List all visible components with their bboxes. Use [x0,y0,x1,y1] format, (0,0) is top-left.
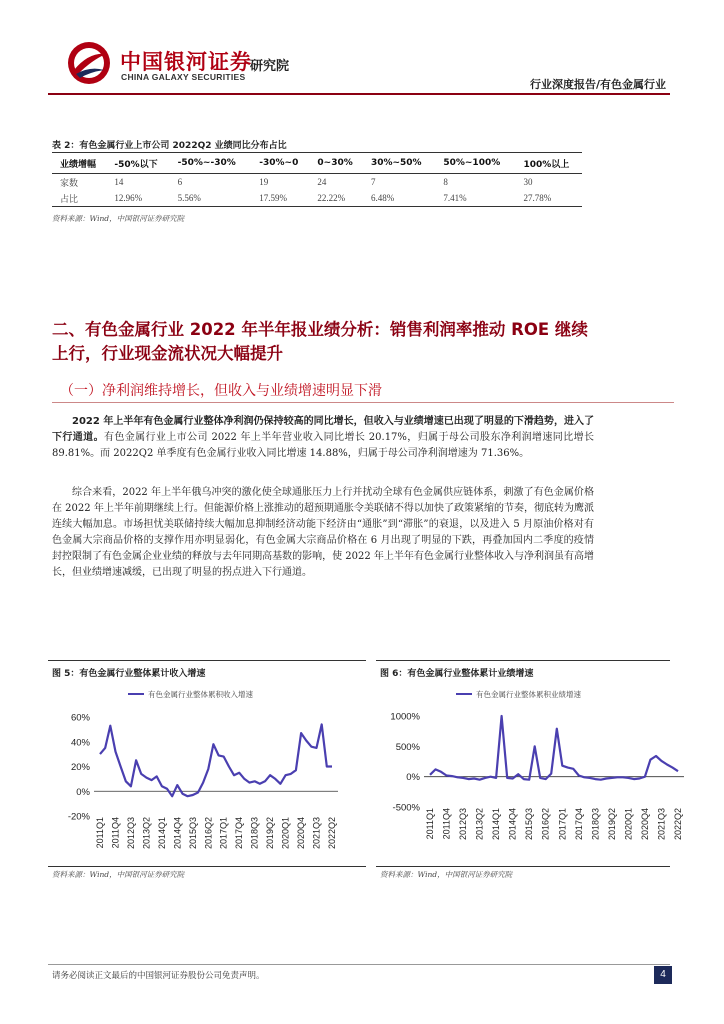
figure-5-source-note: 资料来源：Wind，中国银河证券研究院 [52,870,185,879]
y-tick-label: 40% [70,737,90,749]
footer-divider [48,964,670,965]
x-tick-label: 2019Q2 [606,808,617,841]
table-header-cell: -50%~-30% [170,153,252,174]
table-row [52,174,582,191]
figure-6-bottom-rule [376,866,670,867]
x-tick-label: 2014Q4 [172,817,183,850]
paragraph-1-body: 有色金属行业上市公司 2022 年上半年营业收入同比增长 20.17%，归属于母公司股东净利润增速同比增长 89.81%。而 2022Q2 单季度有色金属行业收入同比增速 14.88%，归属于母公司净利润增速为 71.36%。 [52,432,594,459]
x-tick-label: 2015Q3 [524,808,535,841]
y-tick-label: 0% [406,772,420,784]
table-cell: 7 [370,177,376,187]
x-tick-label: 2021Q3 [311,817,322,850]
table-header-cell: -50%以下 [106,153,169,174]
x-tick-label: 2017Q1 [218,817,229,850]
table-title: 表 2：有色金属行业上市公司 2022Q2 业绩同比分布占比 [52,141,287,151]
x-tick-label: 2016Q2 [540,808,551,841]
x-tick-label: 2011Q4 [441,808,452,840]
x-tick-label: 2020Q4 [296,817,307,850]
table-row [52,190,582,207]
y-tick-label: 500% [395,741,420,753]
profit-growth-chart [376,682,683,864]
header-divider [48,93,670,95]
table-cell: 6 [177,177,183,187]
legend-label: 有色金属行业整体累积收入增速 [148,690,253,699]
table-cell: 30 [523,177,533,187]
x-tick-label: 2013Q2 [474,808,485,841]
y-tick-label: 1000% [390,711,420,723]
x-tick-label: 2017Q4 [573,808,584,841]
legend-label: 有色金属行业整体累积业绩增速 [476,690,581,699]
table-source-note: 资料来源：Wind，中国银河证券研究院 [52,214,185,223]
x-tick-label: 2012Q3 [125,817,136,850]
figure-5-title: 图 5：有色金属行业整体累计收入增速 [52,669,206,679]
x-tick-label: 2014Q1 [491,808,502,841]
table-cell: 19 [259,177,269,187]
table-cell: 8 [443,177,448,187]
table-header-row [52,153,582,174]
table-cell: 24 [317,177,327,187]
figure-6-top-rule [376,660,670,661]
table-cell: 12.96% [106,190,169,207]
section-title: 二、有色金属行业 2022 年半年报业绩分析：销售利润率推动 ROE 继续上行，行业现金流状况大幅提升 [52,320,588,363]
x-tick-label: 2017Q4 [234,817,245,850]
revenue-growth-chart [48,682,348,864]
figure-5-bottom-rule [48,866,366,867]
table-cell: 22.22% [309,190,363,207]
performance-distribution-table [52,152,582,207]
x-tick-label: 2017Q1 [557,808,568,841]
paragraph-1 [52,414,594,462]
table-cell: 6.48% [363,190,435,207]
x-tick-label: 2011Q4 [110,817,121,849]
y-tick-label: -20% [67,811,90,823]
x-tick-label: 2020Q4 [639,808,650,841]
paragraph-2: 综合来看，2022 年上半年俄乌冲突的激化使全球通胀压力上行并扰动全球有色金属供应链体系，刺激了有色金属价格在 2022 年上半年前期继续上行。但能源价格上涨推动的超预期通胀令美联储不得以加快了政策紧缩的节奏，彻底转为鹰派连续大幅加息。市场担忧美联储持续大幅加息抑制经济动能下经济由“通胀”到“滞胀”的衰退，以及进入 5 月原油价格对有色金属大宗商品价格的支撑作用亦明显弱化，有色金属大宗商品价格在 6 月出现了明显的下跌，再叠加国内二季度的疫情封控限制了有色金属企业业绩的释放与去年同期高基数的影响，使 2022 年上半年有色金属行业整体收入与净利润虽有高增长，但业绩增速减缓，已出现了明显的拐点进入下行通道。 [52,487,594,578]
x-tick-label: 2022Q2 [673,808,683,841]
table-header-cell: 30%~50% [363,153,435,174]
table-header-cell: 0~30% [309,153,363,174]
subsection-title: （一）净利润维持增长，但收入与业绩增速明显下滑 [60,383,382,399]
table-header-cell: -30%~0 [251,153,309,174]
table-cell: 7.41% [435,190,515,207]
x-tick-label: 2020Q1 [623,808,634,841]
figure-6-source-note: 资料来源：Wind，中国银河证券研究院 [380,870,513,879]
galaxy-logo-icon [66,40,112,86]
y-tick-label: -500% [392,802,420,814]
x-tick-label: 2020Q1 [280,817,291,850]
x-tick-label: 2013Q2 [141,817,152,850]
table-cell: 5.56% [170,190,252,207]
page-number: 4 [654,966,672,984]
x-tick-label: 2018Q3 [590,808,601,841]
figure-5-top-rule [48,660,366,661]
x-tick-label: 2022Q2 [327,817,337,850]
x-tick-label: 2012Q3 [458,808,469,841]
x-tick-label: 2019Q2 [265,817,276,850]
table-header-cell: 业绩增幅 [52,153,106,174]
brand-name-en: CHINA GALAXY SECURITIES [121,72,246,82]
paragraph-1-lead: 2022 年上半年有色金属行业整体净利润仍保持较高的同比增长，但收入与业绩增速已出现了明显的下滑趋势，进入了下行通道。 [52,416,594,443]
series-line [430,716,678,780]
x-tick-label: 2016Q2 [203,817,214,850]
x-tick-label: 2011Q1 [95,817,105,849]
brand-name-cn: 中国银河证券 [120,50,252,74]
series-line [100,724,332,796]
y-tick-label: 0% [76,786,90,798]
institute-label: 研究院 [250,59,290,74]
figure-6-title: 图 6：有色金属行业整体累计业绩增速 [380,669,534,679]
table-header-cell: 100%以上 [515,153,582,174]
x-tick-label: 2015Q3 [187,817,198,850]
table-cell: 家数 [60,177,79,188]
table-header-cell: 50%~100% [435,153,515,174]
x-tick-label: 2011Q1 [425,808,435,840]
x-tick-label: 2018Q3 [249,817,260,850]
x-tick-label: 2021Q3 [656,808,667,841]
table-cell: 27.78% [515,190,582,207]
x-tick-label: 2014Q1 [156,817,167,850]
table-cell: 17.59% [251,190,309,207]
disclaimer-text: 请务必阅读正文最后的中国银河证券股份公司免责声明。 [52,971,265,981]
y-tick-label: 20% [70,762,90,773]
table-cell: 14 [114,177,124,187]
x-tick-label: 2014Q4 [507,808,518,841]
subsection-divider [52,402,674,403]
y-tick-label: 60% [70,712,90,724]
report-type: 行业深度报告/有色金属行业 [529,78,666,91]
table-cell: 占比 [52,190,106,207]
